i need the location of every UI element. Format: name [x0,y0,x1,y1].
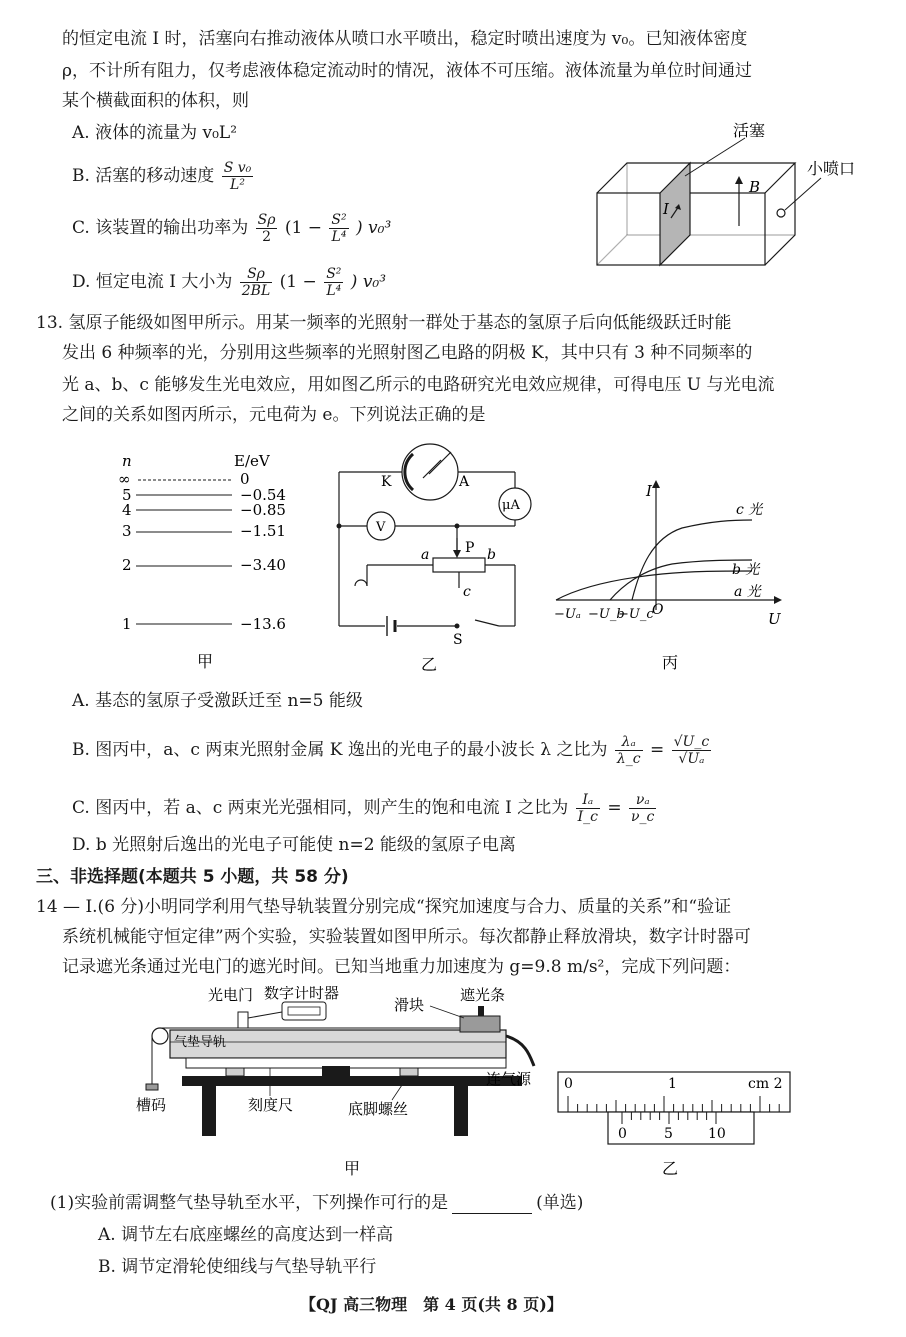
q14-sub1-option-a: A. 调节左右底座螺丝的高度达到一样高 [98,1225,394,1245]
caption-q14-jia: 甲 [344,1159,361,1178]
q12-option-d-end: ) v₀³ [350,272,387,292]
q13-energy-level-diagram [112,452,302,682]
label-ruler: 刻度尺 [248,1096,294,1114]
q13-option-b-eq: = [649,740,665,760]
q14-stem-line-2: 系统机械能守恒定律”两个实验，实验装置如图甲所示。每次都静止释放滑块，数字计时器可 [62,927,751,947]
q12-intro-line-3: 某个横截面积的体积，则 [62,91,249,111]
q12-option-d-frac1: $\frac{S\rho}{2BL}$ [241,266,271,299]
curve-b [610,560,752,600]
foot-screw-right [400,1068,418,1076]
energy-E-header: E/eV [234,452,270,470]
origin-O-label: O [652,602,664,618]
magnetic-field-B-label: B [749,178,761,196]
energy-n-header: n [122,452,132,470]
label-screw: 底脚螺丝 [348,1100,409,1118]
level-energy-2: −3.40 [240,556,286,574]
q13-option-c-frac2: $\frac{\text{νₐ}}{\nu\_c}$ [631,792,655,825]
nozzle-label: 小喷口 [807,159,856,178]
q12-option-c-prefix: C. 该装置的输出功率为 [72,218,249,238]
q14-sub1-option-b: B. 调节定滑轮使细线与气垫导轨平行 [98,1257,377,1277]
level-label-5: 5 [122,486,132,504]
label-V: V [376,520,386,535]
label-Ua: −Uₐ [554,607,581,622]
level-energy-inf: 0 [240,470,250,488]
q12-option-c-mid: (1 − [284,218,322,238]
nozzle-hole [777,209,785,217]
q14-sub1-answer-blank[interactable] [452,1197,532,1214]
q12-option-a: A. 液体的流量为 v₀L² [72,123,238,143]
switch-S [455,624,460,629]
section-3-title: 三、非选择题(本题共 5 小题，共 58 分) [36,867,349,887]
hanging-weight [146,1084,158,1090]
q14-sub1-suffix: (单选) [536,1193,584,1213]
label-a: a [421,547,430,563]
label-air-source: 连气源 [486,1070,532,1088]
label-Uc: −U_c [618,607,654,622]
caption-yi: 乙 [421,655,438,674]
piston-label: 活塞 [733,121,766,140]
q13-option-c-prefix: C. 图丙中，若 a、c 两束光光强相同，则产生的饱和电流 I 之比为 [72,798,569,818]
label-timer: 数字计时器 [264,986,340,1002]
q12-piston-figure [585,118,885,278]
label-uA: μA [502,498,520,513]
vernier-tick-10: 10 [708,1126,726,1142]
q13-iu-graph [552,478,792,680]
label-c-light: c 光 [736,502,763,518]
shade-strip [478,1006,484,1016]
label-K: K [381,474,392,490]
label-c: c [463,584,471,600]
level-label-4: 4 [122,501,132,519]
air-hose [506,1036,534,1066]
curve-a [556,571,752,600]
q12-option-d-frac2: $\frac{\text{S²}}{\text{L⁴}}$ [326,266,342,299]
q14-stem-line-3: 记录遮光条通过光电门的遮光时间。已知当地重力加速度为 g=9.8 m/s²，完成下列问题： [62,957,741,977]
q13-option-b-frac2: $\frac{√U\_c}{\text{√Uₐ}}$ [673,734,710,767]
label-a-light: a 光 [734,584,761,600]
q12-option-c-end: ) v₀³ [355,218,392,238]
label-shade: 遮光条 [460,986,506,1004]
q14-air-track-figure [130,986,550,1182]
page-footer: 【QJ 高三物理 第 4 页(共 8 页)】 [300,1295,563,1314]
label-b-light: b 光 [732,562,760,578]
q13-option-c [72,792,658,825]
cathode-K [405,454,413,490]
q12-option-c [72,212,391,245]
table-top [182,1076,522,1086]
axis-I-label: I [646,482,652,500]
level-label-inf: ∞ [118,470,131,488]
q13-option-a: A. 基态的氢原子受激跃迁至 n=5 能级 [72,691,363,711]
pulley [152,1028,168,1044]
q14-stem-line-1: 14 — Ⅰ.(6 分)小明同学利用气垫导轨装置分别完成“探究加速度与合力、质量的关系”和“验证 [36,897,732,917]
label-S: S [453,632,463,648]
q13-stem-line-3: 光 a、b、c 能够发生光电效应，用如图乙所示的电路研究光电效应规律，可得电压 U 与光电流 [62,375,775,395]
axis-U-label: U [768,610,781,628]
level-label-2: 2 [122,556,132,574]
q13-option-d: D. b 光照射后逸出的光电子可能使 n=2 能级的氢原子电离 [72,835,516,855]
q12-option-b [72,160,255,193]
q13-option-c-eq: = [607,798,622,818]
label-Ub: −U_b [588,607,625,622]
level-energy-1: −13.6 [240,615,286,633]
caption-jia: 甲 [197,652,214,671]
q12-option-b-prefix: B. 活塞的移动速度 [72,166,215,186]
level-label-1: 1 [122,615,132,633]
q14-vernier-caliper [556,1068,796,1182]
q12-option-d-prefix: D. 恒定电流 I 大小为 [72,272,233,292]
q14-sub1-prefix: (1)实验前需调整气垫导轨至水平，下列操作可行的是 [50,1193,449,1213]
label-rail: 气垫导轨 [174,1035,227,1050]
q13-stem-line-1: 13. 氢原子能级如图甲所示。用某一频率的光照射一群处于基态的氢原子后向低能级跃迁时能 [36,313,732,333]
vernier-tick-5: 5 [664,1126,673,1142]
photogate [238,1012,248,1028]
slider-block [460,1016,500,1032]
q13-stem-line-2: 发出 6 种频率的光，分别用这些频率的光照射图乙电路的阴极 K，其中只有 3 种不同频率的 [62,343,753,363]
level-energy-5: −0.54 [240,486,286,504]
q13-option-b-prefix: B. 图丙中，a、c 两束光照射金属 K 逸出的光电子的最小波长 λ 之比为 [72,740,608,760]
vernier-tick-0: 0 [618,1126,627,1142]
current-I-label: I [663,200,669,218]
caption-bing: 丙 [662,653,679,672]
q12-intro-line-1: 的恒定电流 I 时，活塞向右推动液体从喷口水平喷出，稳定时喷出速度为 v₀。已知液体密度 [62,29,748,49]
q13-circuit-diagram [325,438,540,680]
rheostat [433,558,485,572]
q12-option-b-fraction: $\frac{\text{S v₀}}{\text{L²}}$ [223,160,252,193]
q12-option-c-frac2: $\frac{\text{S²}}{\text{L⁴}}$ [331,212,347,245]
main-tick-2: cm 2 [748,1076,783,1092]
q12-option-c-frac1: $\frac{S\rho}{2}$ [257,212,276,245]
main-tick-1: 1 [668,1076,677,1092]
q12-option-d [72,266,386,299]
level-energy-3: −1.51 [240,522,286,540]
q12-option-d-mid: (1 − [279,272,317,292]
q14-sub1 [50,1192,583,1214]
label-P: P [465,540,475,556]
q12-intro-line-2: ρ，不计所有阻力，仅考虑液体稳定流动时的情况，液体不可压缩。液体流量为单位时间通过 [62,61,752,81]
label-weight: 槽码 [136,1096,167,1114]
q13-option-b-frac1: $\frac{\text{λₐ}}{\lambda\_c}$ [616,734,641,767]
label-b: b [487,547,496,563]
caption-q14-yi: 乙 [662,1159,679,1178]
level-label-3: 3 [122,522,132,540]
q13-stem-line-4: 之间的关系如图丙所示，元电荷为 e。下列说法正确的是 [62,405,486,425]
q13-option-b [72,734,713,767]
q13-option-c-frac1: $\frac{\text{Iₐ}}{I\_c}$ [577,792,598,825]
label-A: A [459,474,470,490]
label-photogate: 光电门 [208,986,254,1004]
main-tick-0: 0 [564,1076,573,1092]
phototube [402,444,458,500]
level-energy-4: −0.85 [240,501,286,519]
label-slider: 滑块 [394,996,425,1014]
caliper-vernier-scale [608,1112,754,1144]
foot-screw-left [226,1068,244,1076]
